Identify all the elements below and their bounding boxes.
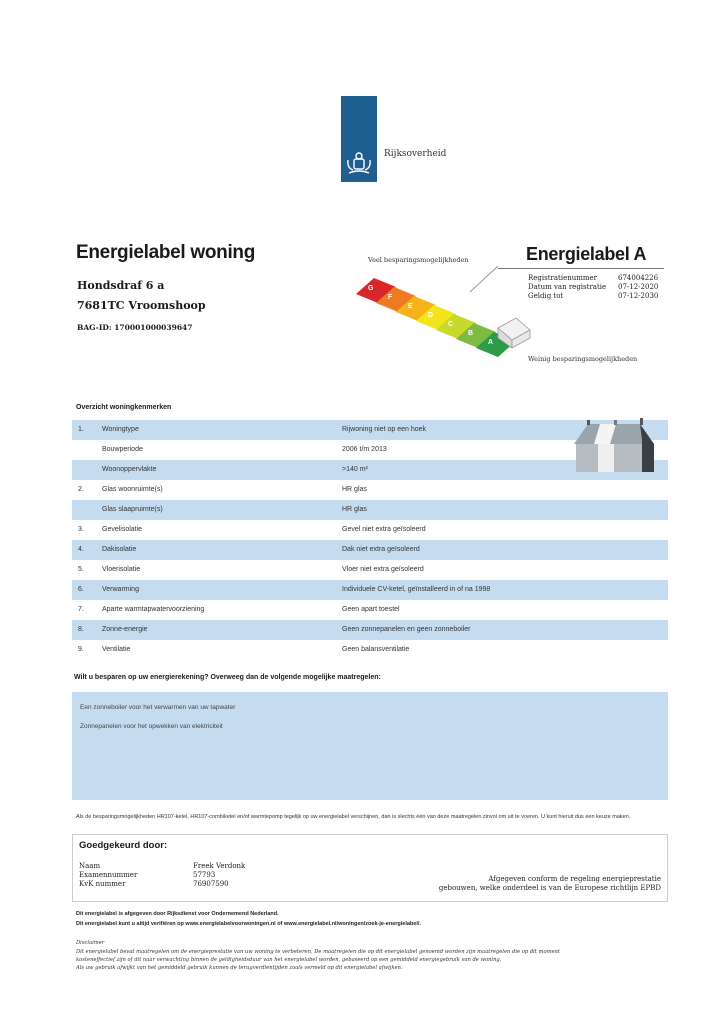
measure-item: Een zonneboiler voor het verwarmen van uw tapwater — [80, 704, 236, 711]
disclaimer-line: kosteneffectief zijn of dit naar verwachting binnen de geldigheidsduur van het energielabel worden, gebaseerd op een gemiddeld energiegebruik van de woning. — [76, 957, 502, 963]
table-row — [72, 560, 668, 580]
row-number: 3. — [78, 526, 84, 533]
table-row — [72, 500, 668, 520]
coat-of-arms-icon — [345, 150, 373, 176]
table-row — [72, 600, 668, 620]
bag-id: BAG-ID: 170001000039647 — [77, 323, 193, 332]
row-value: 2006 t/m 2013 — [342, 446, 387, 453]
approved-title: Goedgekeurd door: — [79, 840, 168, 851]
row-number: 8. — [78, 626, 84, 633]
row-label: Woonoppervlakte — [102, 466, 157, 473]
row-number: 1. — [78, 426, 84, 433]
terraced-house-icon — [570, 418, 662, 476]
table-row — [72, 540, 668, 560]
valid-until-value: 07-12-2030 — [618, 292, 659, 300]
scale-top-text: Veel besparingsmogelijkheden — [368, 256, 469, 264]
measures-title: Wilt u besparen op uw energierekening? Overweeg dan de volgende mogelijke maatregelen: — [74, 674, 381, 681]
registration-value: 674004226 — [618, 274, 659, 282]
row-value: HR glas — [342, 486, 367, 493]
row-value: HR glas — [342, 506, 367, 513]
row-value: Vloer niet extra geïsoleerd — [342, 566, 424, 573]
table-row — [72, 580, 668, 600]
exam-number-label: Examennummer — [79, 871, 138, 879]
table-row — [72, 480, 668, 500]
registration-date-value: 07-12-2020 — [618, 283, 659, 291]
row-label: Glas woonruimte(s) — [102, 486, 163, 493]
row-value: Geen apart toestel — [342, 606, 400, 613]
row-value: Geen zonnepanelen en geen zonneboiler — [342, 626, 471, 633]
logo-text: Rijksoverheid — [384, 149, 447, 159]
row-number: 7. — [78, 606, 84, 613]
kvk-number-value: 76907590 — [193, 880, 229, 888]
registration-label: Registratienummer — [528, 274, 598, 282]
energy-class-letter: G — [368, 285, 374, 292]
row-label: Zonne-energie — [102, 626, 148, 633]
measures-note: Als de besparingsmogelijkheden HR107-ketel, HR107-combiketel en/of warmtepomp tegelijk op uw energielabel verschijnen, dan is slechts één van deze maatregelen zinvol om uit te voeren. U kunt hieruit dus een keuze maken. — [76, 814, 631, 820]
row-label: Dakisolatie — [102, 546, 137, 553]
address-street: Hondsdraf 6 a — [77, 279, 165, 292]
table-row — [72, 640, 668, 660]
divider — [498, 268, 664, 269]
row-label: Gevelisolatie — [102, 526, 143, 533]
issuer-text: Dit energielabel is afgegeven door Rijksdienst voor Ondernemend Nederland. — [76, 911, 279, 917]
energy-class-letter: C — [448, 321, 454, 328]
document-title: Energielabel woning — [76, 242, 256, 263]
row-value: >140 m² — [342, 466, 368, 473]
row-value: Dak niet extra geïsoleerd — [342, 546, 420, 553]
registration-date-label: Datum van registratie — [528, 283, 607, 291]
measures-box — [72, 692, 668, 800]
name-label: Naam — [79, 862, 101, 870]
row-value: Individuele CV-ketel, geïnstalleerd in of na 1998 — [342, 586, 491, 593]
rijksoverheid-logo — [341, 96, 377, 182]
energy-class-letter: B — [468, 330, 474, 337]
exam-number-value: 57793 — [193, 871, 216, 879]
row-value: Rijwoning niet op een hoek — [342, 426, 427, 433]
disclaimer-title: Disclaimer — [76, 940, 105, 946]
energy-class-letter: D — [428, 312, 434, 319]
row-value: Geen balansventilatie — [342, 646, 410, 653]
verify-text: Dit energielabel kunt u altijd verifiëren op www.energielabelvoorwoningen.nl of www.energielabel.nl/woningen/zoek-je-energielabel/. — [76, 921, 421, 927]
row-number: 5. — [78, 566, 84, 573]
address-city: 7681TC Vroomshoop — [77, 299, 206, 312]
measure-item: Zonnepanelen voor het opwekken van elektriciteit — [80, 723, 223, 730]
row-number: 4. — [78, 546, 84, 553]
overview-title: Overzicht woningkenmerken — [76, 404, 172, 411]
disclaimer-line: Als uw gebruik afwijkt van het gemiddeld gebruik kunnen de terugverdientijden zoals vermeld op dit energielabel afwijken. — [76, 965, 403, 971]
conform-line: gebouwen, welke onderdeel is van de Europese richtlijn EPBD — [438, 884, 661, 892]
row-label: Aparte warmtapwatervoorziening — [102, 606, 205, 613]
conform-line: Afgegeven conform de regeling energieprestatie — [488, 875, 661, 883]
row-label: Vloerisolatie — [102, 566, 141, 573]
approved-box — [72, 834, 668, 902]
row-label: Woningtype — [102, 426, 139, 433]
row-number: 9. — [78, 646, 84, 653]
energy-label-title: Energielabel A — [526, 244, 647, 264]
row-label: Bouwperiode — [102, 446, 143, 453]
energy-class-letter: E — [408, 303, 413, 310]
row-number: 2. — [78, 486, 84, 493]
disclaimer-line: Dit energielabel bevat maatregelen om de energieprestatie van uw woning te verbeteren. De maatregelen die op dit energielabel genoemd worden zijn maatregelen die op dit moment — [76, 949, 560, 955]
row-label: Glas slaapruimte(s) — [102, 506, 163, 513]
row-number: 6. — [78, 586, 84, 593]
energy-scale-graphic — [370, 268, 550, 363]
name-value: Freek Verdonk — [193, 862, 246, 870]
valid-until-label: Geldig tot — [528, 292, 564, 300]
table-row — [72, 520, 668, 540]
scale-bottom-text: Weinig besparingsmogelijkheden — [528, 355, 638, 363]
energy-class-letter: A — [488, 339, 494, 346]
pointer-line — [470, 266, 498, 292]
row-value: Gevel niet extra geïsoleerd — [342, 526, 426, 533]
row-label: Ventilatie — [102, 646, 131, 653]
conform-statement — [439, 875, 661, 893]
table-row — [72, 620, 668, 640]
row-label: Verwarming — [102, 586, 139, 593]
energy-class-letter: F — [388, 294, 393, 301]
kvk-number-label: KvK nummer — [79, 880, 126, 888]
